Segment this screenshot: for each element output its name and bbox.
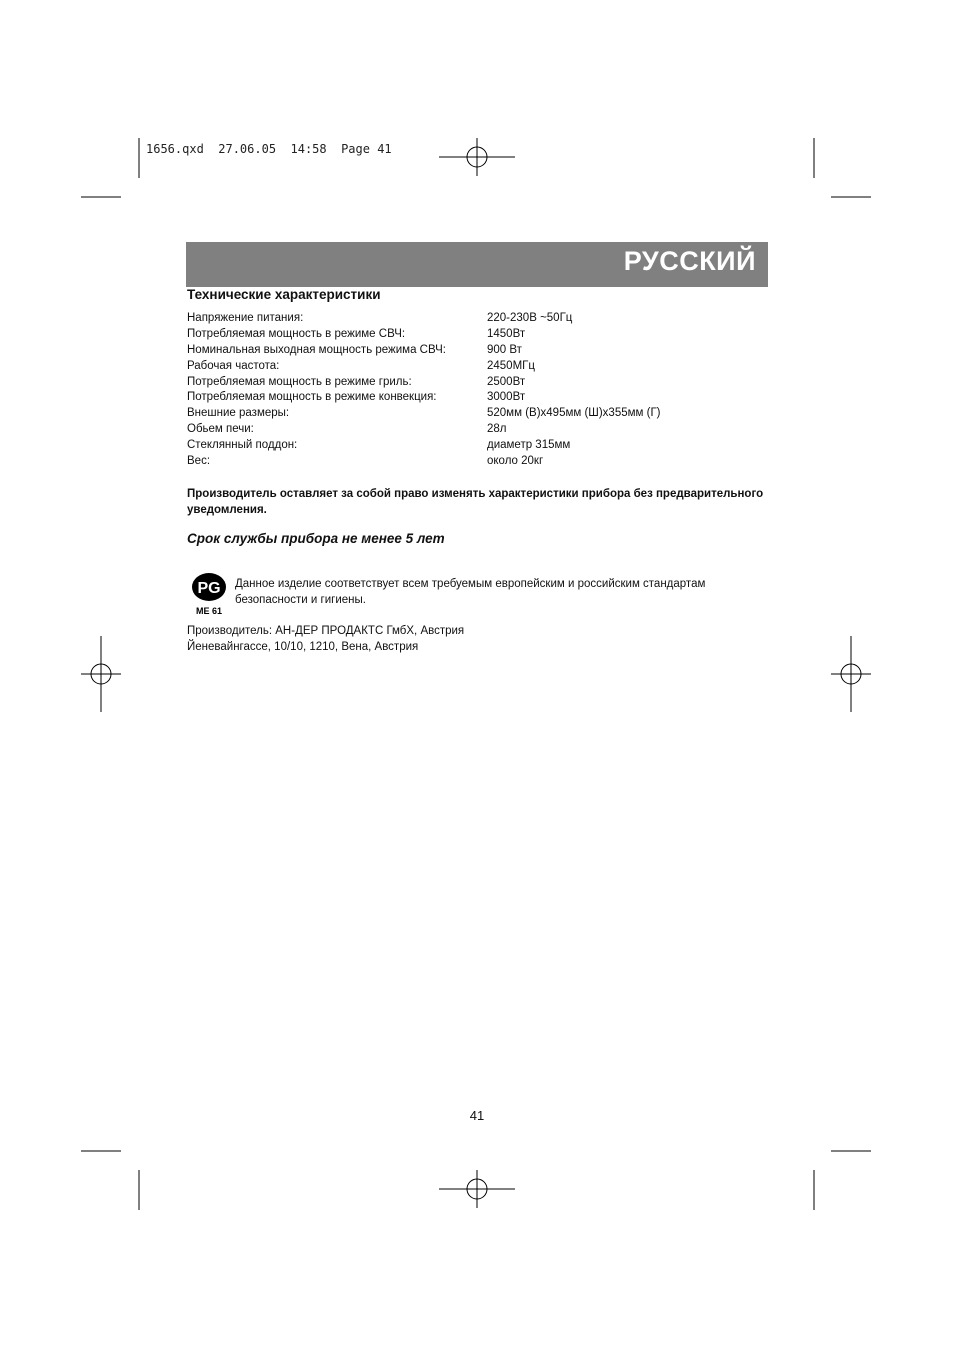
spec-label: Обьем печи: xyxy=(187,423,254,436)
page-number: 41 xyxy=(469,1108,485,1123)
banner-title: РУССКИЙ xyxy=(623,246,756,276)
spec-value: 3000Вт xyxy=(487,391,526,404)
spec-value: 2450МГц xyxy=(487,359,535,372)
certification-text xyxy=(235,576,775,608)
spec-value: 2500Вт xyxy=(487,375,526,388)
certification-line-2: безопасности и гигиены. xyxy=(235,594,366,606)
spec-value: 220-230В ~50Гц xyxy=(487,312,573,324)
manufacturer-line-1: Производитель: АН-ДЕР ПРОДАКТС ГмбХ, Австрия xyxy=(187,625,465,637)
svg-text:PG: PG xyxy=(197,580,221,597)
language-banner xyxy=(186,242,768,287)
spec-row xyxy=(187,375,787,391)
spec-row xyxy=(187,343,787,359)
spec-row xyxy=(187,359,787,375)
spec-value: около 20кг xyxy=(487,455,544,468)
spec-label: Внешние размеры: xyxy=(187,407,290,420)
specs-heading: Технические характеристики xyxy=(187,287,381,302)
manufacturer-info xyxy=(187,623,747,655)
spec-label: Вес: xyxy=(187,455,211,468)
spec-label: Рабочая частота: xyxy=(187,359,280,372)
certification-logo xyxy=(190,571,230,617)
specs-table xyxy=(187,311,787,470)
spec-row xyxy=(187,327,787,343)
spec-value: диаметр 315мм xyxy=(487,439,571,452)
spec-row xyxy=(187,422,787,438)
spec-value: 1450Вт xyxy=(487,327,526,340)
spec-label: Потребляемая мощность в режиме конвекция: xyxy=(187,391,437,404)
file-slug: 1656.qxd 27.06.05 14:58 Page 41 xyxy=(146,142,392,156)
manufacturer-line-2: Йеневайнгассе, 10/10, 1210, Вена, Австрия xyxy=(187,641,419,653)
spec-value: 520мм (В)х495мм (Ш)х355мм (Г) xyxy=(487,407,661,420)
spec-row xyxy=(187,454,787,470)
service-life: Срок службы прибора не менее 5 лет xyxy=(187,531,445,546)
spec-label: Номинальная выходная мощность режима СВЧ: xyxy=(187,343,446,356)
spec-value: 28л xyxy=(487,423,507,436)
spec-row xyxy=(187,406,787,422)
spec-row xyxy=(187,390,787,406)
spec-label: Стеклянный поддон: xyxy=(187,439,298,452)
spec-label: Потребляемая мощность в режиме гриль: xyxy=(187,375,412,388)
spec-label: Напряжение питания: xyxy=(187,312,304,324)
certification-line-1: Данное изделие соответствует всем требуемым европейским и российским стандартам xyxy=(235,578,706,590)
spec-value: 900 Вт xyxy=(487,343,522,356)
spec-row xyxy=(187,438,787,454)
spec-label: Потребляемая мощность в режиме СВЧ: xyxy=(187,327,406,340)
logo-code: МЕ 61 xyxy=(195,606,223,616)
spec-row xyxy=(187,311,787,327)
notice-text: Производитель оставляет за собой право изменять характеристики прибора без предварительного уведомления. xyxy=(187,488,764,516)
